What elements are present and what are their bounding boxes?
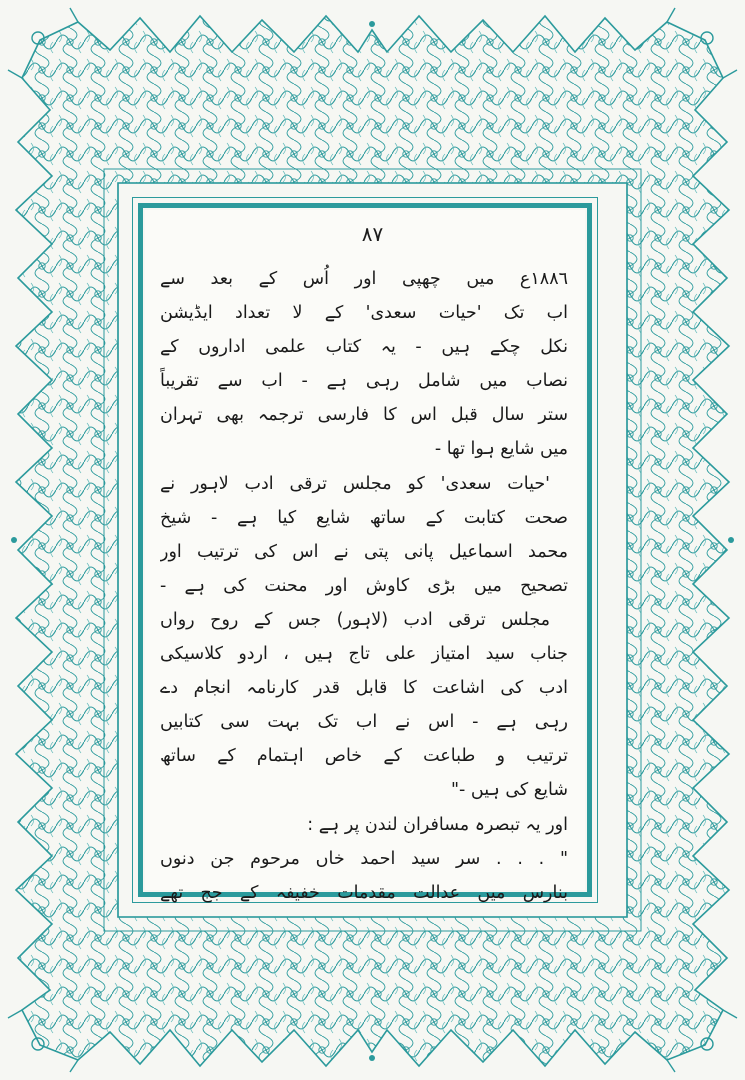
text-line: مجلس ترقی ادب (لاہور) جس کے روح رواں: [160, 609, 550, 630]
page-number: ٨٧: [361, 222, 384, 246]
page-text: [160, 262, 568, 910]
text-line: بنارس میں عدالت مقدمات خفیفہ کے جج تھے: [160, 882, 568, 903]
text-line: اور یہ تبصرہ مسافران لندن پر ہے :: [307, 814, 568, 835]
text-line: رہی ہے - اس نے اب تک بہت سی کتابیں: [160, 712, 568, 733]
text-line: ستر سال قبل اس کا فارسی ترجمہ بھی تہران: [160, 405, 568, 426]
text-line: ١٨٨٦ع میں چھپی اور اُس کے بعد سے: [160, 269, 568, 289]
text-line: صحت کتابت کے ساتھ شایع کیا ہے - شیخ: [160, 507, 568, 528]
text-line: جناب سید امتیاز علی تاج ہیں ، اردو کلاسیکی: [160, 644, 568, 665]
text-line: میں شایع ہوا تھا -: [434, 439, 568, 460]
text-line: 'حیات سعدی' کو مجلس ترقی ادب لاہور نے: [160, 473, 550, 494]
text-line: ادب کی اشاعت کا قابل قدر کارنامہ انجام دے: [160, 678, 568, 699]
text-line: اب تک 'حیات سعدی' کے لا تعداد ایڈیشن: [160, 303, 568, 324]
text-line: ترتیب و طباعت کے خاص اہتمام کے ساتھ: [160, 746, 568, 767]
text-line: محمد اسماعیل پانی پتی نے اس کی ترتیب اور: [160, 541, 568, 562]
text-line: نکل چکے ہیں - یہ کتاب علمی اداروں کے: [160, 337, 568, 358]
text-line: نصاب میں شامل رہی ہے - اب سے تقریباً: [160, 371, 568, 392]
text-line: شایع کی ہیں -": [450, 780, 568, 801]
text-line: تصحیح میں بڑی کاوش اور محنت کی ہے -: [160, 575, 568, 596]
text-line: " . . . سر سید احمد خاں مرحوم جن دنوں: [160, 848, 568, 869]
